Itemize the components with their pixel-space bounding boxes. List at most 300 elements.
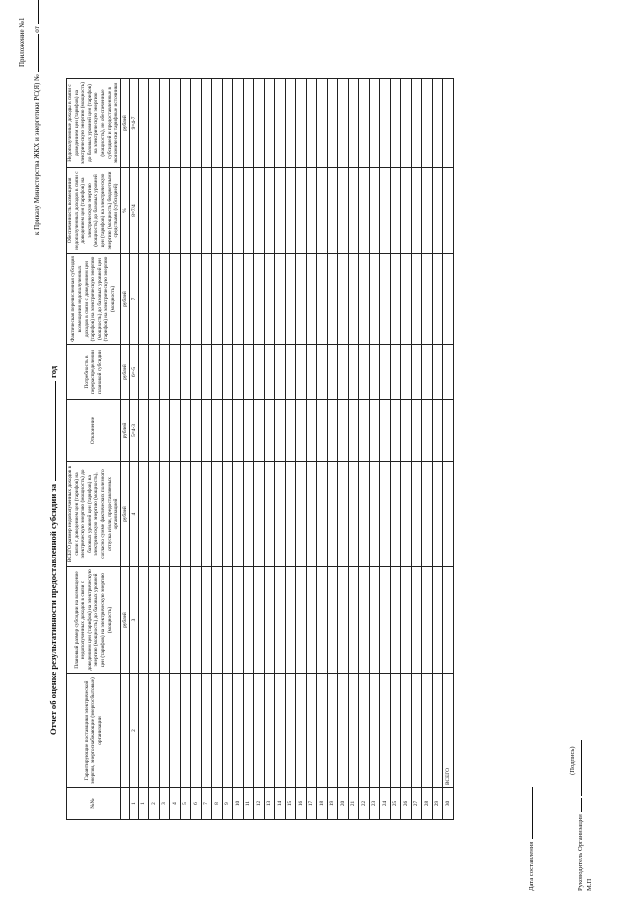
table-cell[interactable]: [432, 168, 443, 254]
table-cell[interactable]: [327, 400, 338, 462]
table-row: [201, 79, 212, 820]
table-cell[interactable]: [212, 345, 223, 400]
row-number: 2: [149, 788, 160, 820]
table-cell[interactable]: [149, 168, 160, 254]
table-cell[interactable]: [138, 400, 149, 462]
table-cell[interactable]: [338, 254, 349, 345]
table-cell[interactable]: [254, 79, 265, 168]
table-cell[interactable]: [170, 254, 181, 345]
table-cell[interactable]: [264, 674, 275, 788]
table-cell[interactable]: [369, 400, 380, 462]
table-cell[interactable]: [138, 345, 149, 400]
table-cell[interactable]: [191, 168, 202, 254]
table-cell[interactable]: [348, 400, 359, 462]
table-cell[interactable]: [243, 400, 254, 462]
table-cell[interactable]: [432, 400, 443, 462]
table-cell[interactable]: [285, 462, 296, 567]
table-cell[interactable]: [296, 79, 307, 168]
table-cell[interactable]: [432, 462, 443, 567]
table-cell[interactable]: [180, 79, 191, 168]
table-cell[interactable]: [443, 345, 454, 400]
table-cell[interactable]: [180, 462, 191, 567]
table-cell[interactable]: [390, 567, 401, 674]
table-row: [222, 79, 233, 820]
unit-cell: [120, 674, 129, 788]
table-row: [159, 79, 170, 820]
table-cell[interactable]: [254, 400, 265, 462]
column-number: 2: [129, 674, 138, 788]
table-cell[interactable]: [285, 567, 296, 674]
table-cell[interactable]: [275, 674, 286, 788]
unit-cell: рублей: [120, 79, 129, 168]
table-cell[interactable]: [369, 674, 380, 788]
table-cell[interactable]: [159, 400, 170, 462]
table-cell[interactable]: [369, 462, 380, 567]
table-cell[interactable]: [443, 168, 454, 254]
table-cell[interactable]: [201, 79, 212, 168]
table-cell[interactable]: [233, 567, 244, 674]
table-cell[interactable]: [191, 674, 202, 788]
stamp-label: М.П: [586, 878, 593, 891]
table-cell[interactable]: [170, 674, 181, 788]
table-row: [327, 79, 338, 820]
column-number: 8=7/4: [129, 168, 138, 254]
table-cell[interactable]: [159, 254, 170, 345]
table-cell[interactable]: [390, 400, 401, 462]
table-cell[interactable]: [317, 674, 328, 788]
table-cell[interactable]: [359, 400, 370, 462]
table-cell[interactable]: [432, 254, 443, 345]
table-row: [359, 79, 370, 820]
table-cell[interactable]: [275, 345, 286, 400]
table-cell[interactable]: [222, 674, 233, 788]
table-cell[interactable]: [359, 674, 370, 788]
table-cell[interactable]: [222, 567, 233, 674]
table-cell[interactable]: [170, 345, 181, 400]
table-cell[interactable]: [222, 462, 233, 567]
table-cell[interactable]: [348, 79, 359, 168]
row-number: 10: [233, 788, 244, 820]
table-cell[interactable]: [233, 462, 244, 567]
table-cell[interactable]: [296, 400, 307, 462]
head-blank-1[interactable]: [581, 798, 582, 812]
table-cell[interactable]: [401, 79, 412, 168]
table-cell[interactable]: [306, 674, 317, 788]
table-cell[interactable]: [369, 567, 380, 674]
table-row: [369, 79, 380, 820]
table-cell[interactable]: [380, 567, 391, 674]
table-cell[interactable]: [306, 345, 317, 400]
row-number: 24: [380, 788, 391, 820]
table-cell[interactable]: [380, 254, 391, 345]
table-cell[interactable]: [443, 462, 454, 567]
table-cell[interactable]: [390, 345, 401, 400]
table-cell[interactable]: [254, 674, 265, 788]
table-cell[interactable]: [254, 567, 265, 674]
table-cell[interactable]: [191, 567, 202, 674]
table-cell[interactable]: [264, 462, 275, 567]
table-cell[interactable]: [296, 462, 307, 567]
table-cell[interactable]: [254, 345, 265, 400]
table-cell[interactable]: [317, 345, 328, 400]
table-row: [317, 79, 328, 820]
table-cell[interactable]: [411, 462, 422, 567]
table-cell[interactable]: [180, 254, 191, 345]
table-row: [243, 79, 254, 820]
table-cell[interactable]: [380, 168, 391, 254]
table-row: [180, 79, 191, 820]
table-cell[interactable]: [296, 674, 307, 788]
table-cell[interactable]: [380, 462, 391, 567]
table-cell[interactable]: [327, 79, 338, 168]
table-cell[interactable]: [170, 79, 181, 168]
table-cell[interactable]: [306, 400, 317, 462]
title-prefix: Отчет об оценке результативности предоставленной субсидии за: [48, 483, 58, 735]
table-cell[interactable]: [296, 567, 307, 674]
table-cell[interactable]: [212, 462, 223, 567]
column-number: 5=4-3: [129, 400, 138, 462]
table-cell[interactable]: [359, 168, 370, 254]
row-number: 14: [275, 788, 286, 820]
column-numbers-row: [129, 79, 138, 820]
table-cell[interactable]: [191, 254, 202, 345]
table-cell[interactable]: [327, 345, 338, 400]
table-cell[interactable]: [191, 345, 202, 400]
table-cell[interactable]: [401, 168, 412, 254]
row-number: 28: [422, 788, 433, 820]
table-cell[interactable]: [422, 79, 433, 168]
table-cell[interactable]: [348, 674, 359, 788]
table-row: [275, 79, 286, 820]
table-cell[interactable]: [264, 168, 275, 254]
table-cell[interactable]: [317, 79, 328, 168]
table-cell[interactable]: [348, 254, 359, 345]
table-cell[interactable]: [443, 400, 454, 462]
table-cell[interactable]: [138, 567, 149, 674]
table-cell[interactable]: [275, 567, 286, 674]
table-cell[interactable]: [285, 674, 296, 788]
table-cell[interactable]: [380, 674, 391, 788]
table-cell[interactable]: [327, 254, 338, 345]
table-cell[interactable]: [180, 567, 191, 674]
table-row: [432, 79, 443, 820]
table-cell[interactable]: [233, 254, 244, 345]
table-cell[interactable]: [222, 254, 233, 345]
table-cell[interactable]: [432, 674, 443, 788]
table-cell[interactable]: [180, 400, 191, 462]
table-cell[interactable]: [306, 79, 317, 168]
table-cell[interactable]: [191, 462, 202, 567]
table-cell[interactable]: [191, 79, 202, 168]
table-cell[interactable]: [338, 79, 349, 168]
table-cell[interactable]: [411, 567, 422, 674]
table-cell[interactable]: [338, 462, 349, 567]
table-cell[interactable]: [243, 254, 254, 345]
table-cell[interactable]: [348, 345, 359, 400]
table-cell[interactable]: [327, 462, 338, 567]
signature-label: (Подпись): [569, 746, 576, 775]
table-cell[interactable]: [201, 168, 212, 254]
column-number: 4: [129, 462, 138, 567]
table-cell[interactable]: [222, 345, 233, 400]
table-cell[interactable]: [233, 168, 244, 254]
table-cell[interactable]: [212, 79, 223, 168]
table-cell[interactable]: [380, 79, 391, 168]
table-cell[interactable]: [138, 674, 149, 788]
table-cell[interactable]: [201, 674, 212, 788]
table-cell[interactable]: [149, 567, 160, 674]
row-number: 11: [243, 788, 254, 820]
table-cell[interactable]: [243, 567, 254, 674]
table-cell[interactable]: [338, 345, 349, 400]
unit-cell: %: [120, 168, 129, 254]
table-cell[interactable]: [212, 168, 223, 254]
order-reference: [33, 0, 41, 235]
table-cell[interactable]: [411, 400, 422, 462]
table-cell[interactable]: [254, 168, 265, 254]
table-cell[interactable]: [180, 674, 191, 788]
table-cell[interactable]: [359, 567, 370, 674]
table-cell[interactable]: [159, 168, 170, 254]
table-cell[interactable]: [201, 462, 212, 567]
table-cell[interactable]: [401, 567, 412, 674]
table-cell[interactable]: [180, 168, 191, 254]
table-cell[interactable]: [138, 254, 149, 345]
table-cell[interactable]: [138, 462, 149, 567]
table-cell[interactable]: [327, 674, 338, 788]
row-number: 17: [306, 788, 317, 820]
table-cell[interactable]: [401, 345, 412, 400]
table-cell[interactable]: [348, 567, 359, 674]
table-cell[interactable]: [338, 400, 349, 462]
table-cell[interactable]: [411, 79, 422, 168]
table-cell[interactable]: [327, 168, 338, 254]
table-cell[interactable]: [369, 79, 380, 168]
table-cell[interactable]: [443, 254, 454, 345]
table-cell[interactable]: [254, 462, 265, 567]
table-cell[interactable]: [285, 79, 296, 168]
table-cell[interactable]: [138, 168, 149, 254]
col-header-1: Гарантирующие поставщики электрической энергии, энергоснабжающие (энергосбытовые) организации: [67, 674, 121, 788]
table-cell[interactable]: [233, 345, 244, 400]
table-cell[interactable]: [264, 79, 275, 168]
table-cell[interactable]: [432, 345, 443, 400]
table-cell[interactable]: [138, 79, 149, 168]
table-row: [296, 79, 307, 820]
row-number: 20: [338, 788, 349, 820]
table-cell[interactable]: [338, 168, 349, 254]
table-cell[interactable]: [222, 168, 233, 254]
table-cell[interactable]: [170, 462, 181, 567]
table-cell[interactable]: [443, 567, 454, 674]
table-cell[interactable]: [180, 345, 191, 400]
table-row: [422, 79, 433, 820]
table-cell[interactable]: [275, 254, 286, 345]
table-cell[interactable]: [422, 168, 433, 254]
row-number: 16: [296, 788, 307, 820]
table-cell[interactable]: [306, 462, 317, 567]
row-number: 26: [401, 788, 412, 820]
table-cell[interactable]: [285, 400, 296, 462]
units-row: [120, 79, 129, 820]
table-cell[interactable]: [317, 168, 328, 254]
table-cell[interactable]: [275, 168, 286, 254]
table-cell[interactable]: [159, 567, 170, 674]
table-cell[interactable]: [212, 254, 223, 345]
table-cell[interactable]: [422, 400, 433, 462]
table-cell[interactable]: [201, 254, 212, 345]
head-signature-blank[interactable]: [581, 740, 582, 796]
table-cell[interactable]: [338, 567, 349, 674]
table-cell[interactable]: [149, 79, 160, 168]
table-cell[interactable]: [401, 400, 412, 462]
table-row: [285, 79, 296, 820]
table-row: [149, 79, 160, 820]
table-cell[interactable]: [369, 345, 380, 400]
table-cell[interactable]: [348, 168, 359, 254]
table-cell[interactable]: [432, 79, 443, 168]
total-label: ВСЕГО: [443, 674, 454, 788]
table-cell[interactable]: [411, 168, 422, 254]
table-cell[interactable]: [380, 345, 391, 400]
table-cell[interactable]: [159, 79, 170, 168]
table-cell[interactable]: [390, 79, 401, 168]
table-cell[interactable]: [390, 168, 401, 254]
table-cell[interactable]: [390, 674, 401, 788]
table-cell[interactable]: [149, 674, 160, 788]
table-cell[interactable]: [390, 254, 401, 345]
table-cell[interactable]: [222, 400, 233, 462]
table-cell[interactable]: [422, 674, 433, 788]
table-cell[interactable]: [411, 345, 422, 400]
table-cell[interactable]: [254, 254, 265, 345]
year-blank[interactable]: [55, 381, 56, 481]
table-cell[interactable]: [275, 462, 286, 567]
table-cell[interactable]: [149, 400, 160, 462]
table-cell[interactable]: [159, 462, 170, 567]
unit-cell: рублей: [120, 254, 129, 345]
table-cell[interactable]: [201, 567, 212, 674]
table-cell[interactable]: [170, 168, 181, 254]
table-cell[interactable]: [443, 79, 454, 168]
table-cell[interactable]: [285, 254, 296, 345]
table-cell[interactable]: [306, 168, 317, 254]
table-cell[interactable]: [422, 254, 433, 345]
table-cell[interactable]: [201, 345, 212, 400]
table-cell[interactable]: [243, 168, 254, 254]
table-cell[interactable]: [327, 567, 338, 674]
table-cell[interactable]: [296, 345, 307, 400]
table-cell[interactable]: [243, 674, 254, 788]
table-cell[interactable]: [159, 345, 170, 400]
table-cell[interactable]: [212, 674, 223, 788]
table-row: [264, 79, 275, 820]
date-label: Дата составления: [528, 841, 535, 891]
table-cell[interactable]: [285, 168, 296, 254]
table-cell[interactable]: [191, 400, 202, 462]
table-cell[interactable]: [212, 567, 223, 674]
table-cell[interactable]: [401, 254, 412, 345]
table-cell[interactable]: [264, 345, 275, 400]
table-cell[interactable]: [243, 79, 254, 168]
table-cell[interactable]: [306, 254, 317, 345]
table-cell[interactable]: [338, 674, 349, 788]
table-cell[interactable]: [201, 400, 212, 462]
table-cell[interactable]: [233, 400, 244, 462]
table-cell[interactable]: [170, 567, 181, 674]
table-cell[interactable]: [264, 567, 275, 674]
column-number: 1: [129, 788, 138, 820]
table-cell[interactable]: [401, 462, 412, 567]
table-cell[interactable]: [264, 400, 275, 462]
table-cell[interactable]: [401, 674, 412, 788]
table-cell[interactable]: [411, 674, 422, 788]
table-cell[interactable]: [317, 254, 328, 345]
table-cell[interactable]: [359, 345, 370, 400]
table-cell[interactable]: [170, 400, 181, 462]
col-header-7: Обеспеченность возмещения недополученных доходов в связи с доведением цен (тарифов) на электрическую энергию (мощность) до базовых уровней цен (тарифов) на электрическую энергию (мощность) бюджетными средствами (субсидией): [67, 168, 121, 254]
table-row: [390, 79, 401, 820]
table-cell[interactable]: [243, 345, 254, 400]
page-title: [48, 366, 58, 735]
table-row: [233, 79, 244, 820]
table-cell[interactable]: [432, 567, 443, 674]
table-cell[interactable]: [275, 79, 286, 168]
row-number: 7: [201, 788, 212, 820]
table-cell[interactable]: [348, 462, 359, 567]
table-cell[interactable]: [233, 674, 244, 788]
table-cell[interactable]: [422, 462, 433, 567]
table-cell[interactable]: [369, 254, 380, 345]
table-cell[interactable]: [359, 79, 370, 168]
table-cell[interactable]: [149, 462, 160, 567]
table-cell[interactable]: [149, 254, 160, 345]
title-suffix: год: [48, 365, 58, 378]
table-cell[interactable]: [159, 674, 170, 788]
col-header-6: Фактическая перечисленная субсидия возмещения недополученных доходов в связи с доведением цен (тарифов) на электрическую энергию (мощность) до базовых уровней цен (тарифов) на электрическую энергию (мощность): [67, 254, 121, 345]
col-header-0: №№: [67, 788, 121, 820]
table-cell[interactable]: [317, 400, 328, 462]
table-cell[interactable]: [285, 345, 296, 400]
table-cell[interactable]: [243, 462, 254, 567]
col-header-5: Потребность в перераспределении плановой субсидии: [67, 345, 121, 400]
table-cell[interactable]: [380, 400, 391, 462]
table-cell[interactable]: [222, 79, 233, 168]
date-blank[interactable]: [532, 787, 533, 839]
table-cell[interactable]: [369, 168, 380, 254]
table-cell[interactable]: [233, 79, 244, 168]
table-cell[interactable]: [411, 254, 422, 345]
table-cell[interactable]: [296, 254, 307, 345]
table-cell[interactable]: [359, 254, 370, 345]
table-cell[interactable]: [149, 345, 160, 400]
table-cell[interactable]: [296, 168, 307, 254]
table-cell[interactable]: [317, 567, 328, 674]
row-number: 6: [191, 788, 202, 820]
table-cell[interactable]: [275, 400, 286, 462]
table-cell[interactable]: [317, 462, 328, 567]
table-row: [138, 79, 149, 820]
table-cell[interactable]: [264, 254, 275, 345]
table-cell[interactable]: [390, 462, 401, 567]
table-cell[interactable]: [306, 567, 317, 674]
table-cell[interactable]: [359, 462, 370, 567]
table-cell[interactable]: [212, 400, 223, 462]
table-cell[interactable]: [422, 345, 433, 400]
table-cell[interactable]: [422, 567, 433, 674]
table-row: [306, 79, 317, 820]
table-row: [411, 79, 422, 820]
